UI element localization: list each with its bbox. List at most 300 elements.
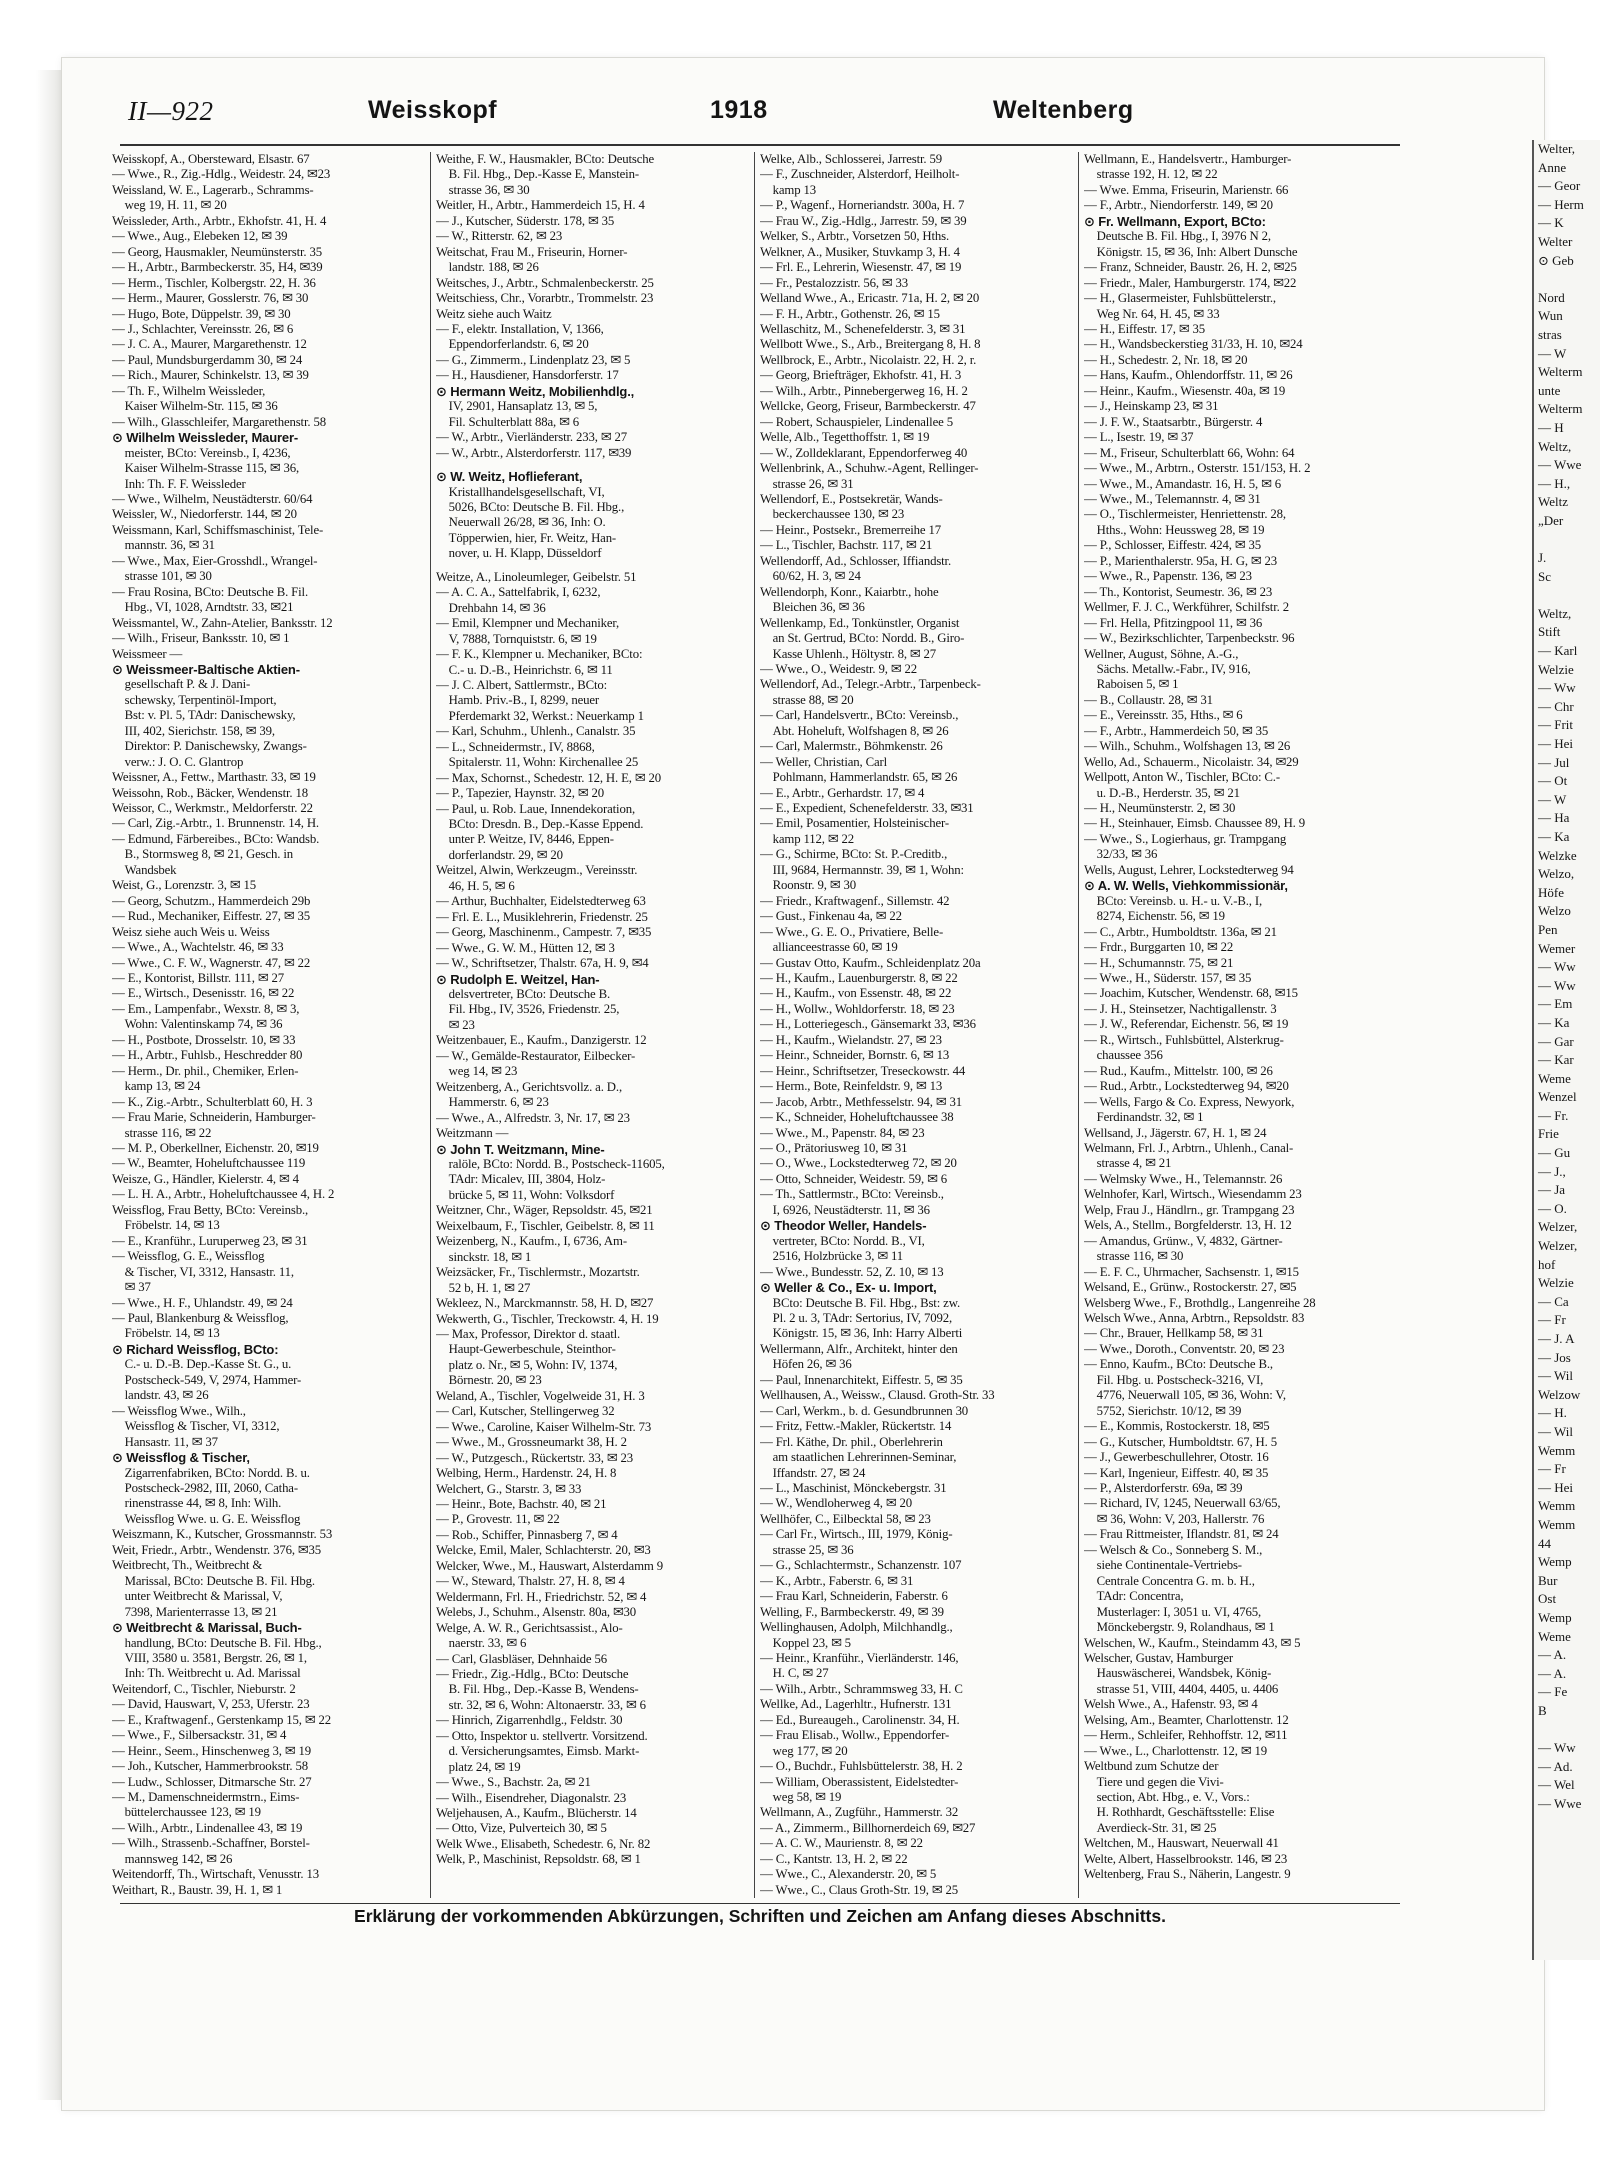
directory-entry-line: — Otto, Schneider, Weidestr. 59, ✉ 6 — [760, 1171, 947, 1186]
directory-entry-line: — A. C. W., Maurienstr. 8, ✉ 22 — [760, 1836, 923, 1851]
directory-columns — [112, 152, 1402, 1898]
adjacent-page-text: Stift — [1538, 624, 1561, 640]
adjacent-page-text: — J., — [1538, 1163, 1566, 1179]
directory-entry-line: — W., Putzgesch., Rückertstr. 33, ✉ 23 — [436, 1450, 633, 1465]
directory-entry-line: C.- u. D.-B., Heinrichstr. 6, ✉ 11 — [436, 662, 613, 677]
directory-entry-line: — Karl, Schuhm., Uhlenh., Canalstr. 35 — [436, 724, 636, 739]
directory-entry-line: Welschen, W., Kaufm., Steindamm 43, ✉ 5 — [1084, 1635, 1301, 1650]
directory-entry-line: Kaiser Wilhelm-Strasse 115, ✉ 36, — [112, 461, 300, 476]
directory-entry-line: Raboisen 5, ✉ 1 — [1084, 677, 1179, 692]
directory-entry-line: Börnestr. 20, ✉ 23 — [436, 1373, 542, 1388]
header-rule — [120, 144, 1400, 146]
adjacent-page-text: — Jul — [1538, 754, 1570, 770]
directory-entry-line: — P., Marienthalerstr. 95a, H. G, ✉ 23 — [1084, 553, 1278, 568]
adjacent-page-text: — Fr. — [1538, 1107, 1569, 1123]
directory-entry-line: — H., Kaufm., von Essenstr. 48, ✉ 22 — [760, 986, 952, 1001]
directory-entry-line: — C., Arbtr., Humboldtstr. 136a, ✉ 21 — [1084, 924, 1277, 939]
adjacent-page-text — [1534, 270, 1600, 289]
adjacent-page-text: Wun — [1538, 308, 1563, 324]
directory-entry-line: — Wwe., M., Papenstr. 84, ✉ 23 — [760, 1125, 925, 1140]
directory-entry-line: — L., Isestr. 19, ✉ 37 — [1084, 430, 1194, 445]
directory-entry-line: Fil. Schulterblatt 88a, ✉ 6 — [436, 414, 580, 429]
directory-entry-line: — G., Kutscher, Humboldtstr. 67, H. 5 — [1084, 1434, 1277, 1449]
directory-entry-line: platz 24, ✉ 19 — [436, 1759, 521, 1774]
directory-entry-line: — O., Prätoriusweg 10, ✉ 31 — [760, 1141, 908, 1155]
directory-entry-line: kamp 13 — [760, 182, 817, 197]
directory-entry-line: — Wilh., Arbtr., Schrammsweg 33, H. C — [760, 1681, 963, 1696]
directory-entry-line: — Joh., Kutscher, Hammerbrookstr. 58 — [112, 1759, 308, 1774]
directory-entry-line: — Heinr., Schriftsetzer, Treseckowstr. 44 — [760, 1063, 966, 1078]
directory-entry-line: — Ed., Bureaugeh., Carolinenstr. 34, H. — [760, 1712, 960, 1727]
directory-entry-line: — Frl. Käthe, Dr. phil., Oberlehrerin — [760, 1434, 943, 1449]
directory-entry-line: Weitler, H., Arbtr., Hammerdeich 15, H. 4 — [436, 198, 645, 213]
directory-entry-line: — Wwe., A., Alfredstr. 3, Nr. 17, ✉ 23 — [436, 1110, 630, 1125]
adjacent-page-text: — Fr — [1538, 1312, 1566, 1328]
directory-entry-line: an St. Gertrud, BCto: Nordd. B., Giro- — [760, 631, 965, 646]
adjacent-page-text: — Ad. — [1538, 1758, 1573, 1774]
directory-entry-line: Welsberg Wwe., F., Brothdlg., Langenreihe 28 — [1084, 1295, 1316, 1310]
directory-entry-line: Hbg., VI, 1028, Arndtstr. 33, ✉21 — [112, 600, 294, 615]
adjacent-page-text: — Ha — [1538, 810, 1570, 826]
directory-entry-line: — W., Steward, Thalstr. 27, H. 8, ✉ 4 — [436, 1574, 625, 1589]
directory-entry-line: str. 32, ✉ 6, Wohn: Altonaerstr. 33, ✉ 6 — [436, 1697, 646, 1712]
directory-entry-line: — Wilh., Strassenb.-Schaffner, Borstel- — [112, 1836, 310, 1851]
directory-entry-line: chaussee 356 — [1084, 1048, 1163, 1063]
directory-entry-line: — H., Neumünsterstr. 2, ✉ 30 — [1084, 801, 1236, 816]
directory-entry-line: — W., Wendloherweg 4, ✉ 20 — [760, 1496, 912, 1511]
directory-entry-line: — Otto, Vize, Pulverteich 30, ✉ 5 — [436, 1821, 607, 1836]
directory-entry-line: Welle, Alb., Tegetthoffstr. 1, ✉ 19 — [760, 430, 930, 445]
directory-entry-line: — Joachim, Kutscher, Wendenstr. 68, ✉15 — [1084, 986, 1298, 1001]
directory-entry-line: — E., Kraftwagenf., Gerstenkamp 15, ✉ 22 — [112, 1712, 332, 1727]
directory-entry-line: — Frau Karl, Schneiderin, Faberstr. 6 — [760, 1589, 948, 1604]
directory-entry-line: — E. F. C., Uhrmacher, Sachsenstr. 1, ✉15 — [1084, 1264, 1299, 1279]
directory-entry-line: — W., Schriftsetzer, Thalstr. 67a, H. 9, ✉4 — [436, 956, 649, 971]
directory-entry-line: — Wwe., Aug., Elebeken 12, ✉ 39 — [112, 229, 288, 244]
directory-entry-line: Weisz siehe auch Weis u. Weiss — [112, 924, 270, 939]
directory-entry-line: Weissner, A., Fettw., Marthastr. 33, ✉ 19 — [112, 770, 316, 785]
directory-entry-line: ⊙ Fr. Wellmann, Export, BCto: — [1084, 213, 1266, 229]
directory-entry-line: — Wwe., Wilhelm, Neustädterstr. 60/64 — [112, 491, 313, 506]
directory-entry-line: 46, H. 5, ✉ 6 — [436, 878, 515, 893]
directory-entry-line: Bst: v. Pl. 5, TAdr: Danischewsky, — [112, 708, 296, 723]
directory-entry-line: — Enno, Kaufm., BCto: Deutsche B., — [1084, 1357, 1273, 1372]
directory-entry-line: — Herm., Maurer, Gosslerstr. 76, ✉ 30 — [112, 291, 309, 306]
directory-entry-line: — Max, Professor, Direktor d. staatl. — [436, 1326, 621, 1341]
directory-entry-line: Kaiser Wilhelm-Str. 115, ✉ 36 — [112, 399, 278, 414]
directory-entry-line: Postscheck-2982, III, 2060, Catha- — [112, 1480, 298, 1495]
directory-entry-line: — Wwe., G. E. O., Privatiere, Belle- — [760, 924, 944, 939]
directory-entry-line: Hamb. Priv.-B., I, 8299, neuer — [436, 693, 599, 708]
directory-entry-line: Wels, A., Stellm., Borgfelderstr. 13, H. 12 — [1084, 1218, 1292, 1233]
directory-entry-line: — Fr., Pestalozzistr. 56, ✉ 33 — [760, 275, 909, 290]
directory-entry-line: 8274, Eichenstr. 56, ✉ 19 — [1084, 909, 1225, 924]
directory-entry-line: ✉ 36, Wohn: V, 203, Hallerstr. 76 — [1084, 1511, 1265, 1526]
adjacent-page-text: 44 — [1538, 1535, 1551, 1551]
directory-entry-line: strasse 88, ✉ 20 — [760, 692, 854, 707]
directory-entry-line: Welp, Frau J., Händlrn., gr. Trampgang 23 — [1084, 1202, 1295, 1217]
directory-entry-line: — A. C. A., Sattelfabrik, I, 6232, — [436, 585, 601, 600]
directory-entry-line: Weltenberg, Frau S., Näherin, Langestr. 9 — [1084, 1867, 1291, 1882]
adjacent-page-text: — J. A — [1538, 1331, 1575, 1346]
directory-entry-line: Welsand, E., Grünw., Rostockerstr. 27, ✉5 — [1084, 1280, 1297, 1295]
directory-entry-line: strasse 26, ✉ 31 — [760, 476, 854, 491]
directory-entry-line: Weissflog & Tischer, VI, 3312, — [112, 1419, 280, 1434]
directory-entry-line: Wellmer, F. J. C., Werkführer, Schilfstr. 2 — [1084, 600, 1289, 615]
directory-entry-line: am staatlichen Lehrerinnen-Seminar, — [760, 1450, 957, 1465]
directory-entry-line: — Weissflog Wwe., Wilh., — [112, 1403, 246, 1418]
adjacent-page-text: — Hei — [1538, 1479, 1574, 1495]
directory-entry-line: B. Fil. Hbg., Dep.-Kasse B, Wendens- — [436, 1682, 639, 1697]
directory-entry-line: — H., Schumannstr. 75, ✉ 21 — [1084, 955, 1234, 970]
directory-entry-line: — Weller, Christian, Carl — [760, 754, 888, 769]
directory-entry-line: — Wwe., M., Grossneumarkt 38, H. 2 — [436, 1435, 627, 1450]
directory-entry-line: ✉ 37 — [112, 1280, 151, 1295]
directory-entry-line: Direktor: P. Danischewsky, Zwangs- — [112, 739, 307, 754]
directory-entry-line: — Wilh., Arbtr., Pinnebergerweg 16, H. 2 — [760, 383, 968, 398]
directory-entry-line: Wellmann, A., Zugführ., Hammerstr. 32 — [760, 1805, 959, 1820]
directory-entry-line: Wellinghausen, Adolph, Milchhandlg., — [760, 1620, 953, 1635]
adjacent-page-text: Ost — [1538, 1591, 1557, 1607]
directory-entry-line: — J., Schlachter, Vereinsstr. 26, ✉ 6 — [112, 321, 294, 336]
directory-entry-line: Welbing, Herm., Hardenstr. 24, H. 8 — [436, 1466, 617, 1481]
directory-entry-line: landstr. 43, ✉ 26 — [112, 1388, 209, 1403]
directory-entry-line: — J., Gewerbeschullehrer, Otostr. 16 — [1084, 1450, 1269, 1465]
directory-entry-line: — J. W., Referendar, Eichenstr. 56, ✉ 19 — [1084, 1017, 1289, 1032]
directory-entry-line: Welling, F., Barmbeckerstr. 49, ✉ 39 — [760, 1604, 944, 1619]
directory-entry-line: — B., Collaustr. 28, ✉ 31 — [1084, 692, 1213, 707]
directory-entry-line: Welscher, Gustav, Hamburger — [1084, 1650, 1233, 1665]
directory-entry-line: — Emil, Posamentier, Holsteinischer- — [760, 816, 949, 831]
adjacent-page-text: — Kar — [1538, 1052, 1574, 1068]
directory-entry-line: — E., Kommis, Rostockerstr. 18, ✉5 — [1084, 1419, 1270, 1434]
directory-entry-line: — L., Maschinist, Mönckebergstr. 31 — [760, 1480, 947, 1495]
directory-entry-line: BCto: Deutsche B. Fil. Hbg., Bst: zw. — [760, 1295, 960, 1310]
directory-entry-line: Fil. Hbg., IV, 3526, Friedenstr. 25, — [436, 1002, 620, 1017]
adjacent-page-text: Welzo — [1538, 903, 1571, 919]
adjacent-page-text: Wemm — [1538, 1498, 1576, 1514]
adjacent-page-text: Welterm — [1538, 364, 1583, 380]
directory-entry-line: Wellhausen, A., Weissw., Clausd. Groth-Str. 33 — [760, 1388, 995, 1403]
directory-entry-line: Wellcke, Georg, Friseur, Barmbeckerstr. 47 — [760, 399, 976, 414]
directory-entry-line: — Welmsky Wwe., H., Telemannstr. 26 — [1084, 1171, 1283, 1186]
directory-entry-line: Weissmantel, W., Zahn-Atelier, Banksstr. 12 — [112, 615, 333, 630]
adjacent-page-text: Wemp — [1538, 1554, 1572, 1570]
directory-entry-line: — Jacob, Arbtr., Methfesselstr. 94, ✉ 31 — [760, 1094, 962, 1109]
directory-entry-line: Wandsbek — [112, 862, 177, 877]
adjacent-page-text: — H. — [1538, 1405, 1567, 1421]
directory-entry-line: Bleichen 36, ✉ 36 — [760, 600, 865, 615]
directory-entry-line: Weitzner, Chr., Wäger, Repsoldstr. 45, ✉21 — [436, 1203, 653, 1218]
directory-entry-line: — Carl, Werkm., b. d. Gesundbrunnen 30 — [760, 1403, 969, 1418]
header-last-word: Weltenberg — [993, 96, 1134, 124]
directory-entry-line: — A., Zimmerm., Billhornerdeich 69, ✉27 — [760, 1820, 976, 1835]
directory-entry-line: Wellbrock, E., Arbtr., Nicolaistr. 22, H. 2, r. — [760, 352, 977, 367]
directory-entry-line: Wekwerth, G., Tischler, Treckowstr. 4, H. 19 — [436, 1311, 659, 1326]
adjacent-page-text: — Wwe — [1538, 1795, 1582, 1811]
adjacent-page-text: Bur — [1538, 1572, 1558, 1588]
adjacent-page-text — [1534, 586, 1600, 605]
adjacent-page-text: — Fr — [1538, 1461, 1566, 1477]
directory-entry-line: 52 b, H. 1, ✉ 27 — [436, 1280, 531, 1295]
directory-entry-line: — Franz, Schneider, Baustr. 26, H. 2, ✉25 — [1084, 260, 1297, 275]
directory-entry-line: — Wwe., R., Zig.-Hdlg., Weidestr. 24, ✉23 — [112, 167, 331, 182]
directory-entry-line: ⊙ Theodor Weller, Handels- — [760, 1218, 927, 1234]
directory-entry-line: — E., Vereinsstr. 35, Hths., ✉ 6 — [1084, 708, 1243, 723]
directory-entry-line: — Herm., Tischler, Kolbergstr. 22, H. 36 — [112, 275, 316, 290]
adjacent-page-text: — Ww — [1538, 680, 1576, 696]
directory-entry-line: — Heinr., Bote, Bachstr. 40, ✉ 21 — [436, 1496, 607, 1511]
directory-entry-line: Wellmann, E., Handelsvertr., Hamburger- — [1084, 152, 1292, 166]
directory-entry-line: — Gust., Finkenau 4a, ✉ 22 — [760, 909, 902, 924]
directory-entry-line: — Frl. E., Lehrerin, Wiesenstr. 47, ✉ 19 — [760, 260, 962, 275]
directory-entry-line: — Frl. Hella, Pfitzingpool 11, ✉ 36 — [1084, 615, 1263, 630]
directory-entry-line: — Friedr., Zig.-Hdlg., BCto: Deutsche — [436, 1666, 629, 1681]
directory-entry-line: C.- u. D.-B. Dep.-Kasse St. G., u. — [112, 1357, 292, 1372]
directory-entry-line: 5752, Sierichstr. 10/12, ✉ 39 — [1084, 1403, 1242, 1418]
directory-entry-line: — O., Tischlermeister, Henriettenstr. 28, — [1084, 507, 1286, 522]
directory-entry-line: Welcker, Wwe., M., Hauswart, Alsterdamm 9 — [436, 1558, 663, 1573]
adjacent-page-text: Welzow — [1538, 1386, 1581, 1402]
adjacent-page-text: ⊙ Geb — [1538, 252, 1574, 268]
directory-entry-line: IV, 2901, Hansaplatz 13, ✉ 5, — [436, 399, 598, 414]
directory-entry-line: Eppendorferlandstr. 6, ✉ 20 — [436, 337, 589, 352]
adjacent-page-text: — Frit — [1538, 717, 1574, 733]
adjacent-page-text: — Herm — [1538, 196, 1584, 212]
adjacent-page-text: „Der — [1538, 512, 1564, 528]
directory-entry-line: Fröbelstr. 14, ✉ 13 — [112, 1326, 220, 1341]
directory-entry-line: — J. C. Albert, Sattlermstr., BCto: — [436, 677, 608, 692]
directory-entry-line: Mönckebergstr. 9, Rolandhaus, ✉ 1 — [1084, 1620, 1275, 1635]
directory-entry-line: — Edmund, Färbereibes., BCto: Wandsb. — [112, 831, 320, 846]
directory-entry-line: — H., Arbtr., Barmbeckerstr. 35, H4, ✉39 — [112, 260, 323, 275]
directory-entry-line: Iffandstr. 27, ✉ 24 — [760, 1465, 866, 1480]
directory-entry-line — [436, 461, 748, 469]
scan-left-shadow — [36, 70, 62, 2100]
directory-entry-line: weg 177, ✉ 20 — [760, 1743, 848, 1758]
directory-entry-line: ⊙ W. Weitz, Hoflieferant, — [436, 469, 583, 485]
directory-entry-line: Weldermann, Frl. H., Friedrichstr. 52, ✉ 4 — [436, 1589, 647, 1604]
directory-entry-line: — Georg, Maschinenm., Campestr. 7, ✉35 — [436, 925, 652, 940]
directory-entry-line: — Wwe., M., Arbtrn., Osterstr. 151/153, H. 2 — [1084, 461, 1311, 476]
directory-entry-line: unter Weitbrecht & Marissal, V, — [112, 1589, 283, 1604]
directory-entry-line: — Weissflog, G. E., Weissflog — [112, 1249, 265, 1264]
directory-entry-line: Drehbahn 14, ✉ 36 — [436, 600, 546, 615]
directory-entry-line: gesellschaft P. & J. Dani- — [112, 677, 251, 692]
directory-entry-line: ⊙ Weitbrecht & Marissal, Buch- — [112, 1620, 302, 1636]
adjacent-page-text: — Ka — [1538, 1014, 1570, 1030]
adjacent-page-text: Weltz, — [1538, 605, 1572, 621]
directory-entry-line: Ferdinandstr. 32, ✉ 1 — [1084, 1110, 1204, 1125]
footer-rule — [120, 1903, 1400, 1904]
directory-entry-line: — H., Wollw., Wohldorferstr. 18, ✉ 23 — [760, 1001, 955, 1016]
directory-entry-line: — Ludw., Schlosser, Ditmarsche Str. 27 — [112, 1774, 312, 1789]
directory-entry-line: — Paul, u. Rob. Laue, Innendekoration, — [436, 801, 636, 816]
directory-entry-line: — F. K., Klempner u. Mechaniker, BCto: — [436, 647, 643, 662]
directory-entry-line: Centrale Concentra G. m. b. H., — [1084, 1573, 1255, 1588]
directory-entry-line: — O., Wwe., Lockstedterweg 72, ✉ 20 — [760, 1156, 957, 1171]
directory-entry-line: Neuerwall 26/28, ✉ 36, Inh: O. — [436, 515, 606, 530]
adjacent-page-text: — Ot — [1538, 773, 1568, 789]
adjacent-page-text: Wemer — [1538, 940, 1576, 956]
adjacent-page-text: — Gu — [1538, 1145, 1571, 1161]
directory-entry-line: Abt. Hoheluft, Wolfshagen 8, ✉ 26 — [760, 723, 949, 738]
adjacent-page-text: — Wil — [1538, 1423, 1573, 1439]
adjacent-page-text: Wemp — [1538, 1609, 1572, 1625]
directory-entry-line: — H., Glasermeister, Fuhlsbüttelerstr., — [1084, 291, 1276, 306]
adjacent-page-text: stras — [1538, 326, 1562, 342]
directory-entry-line: — Wwe., S., Logierhaus, gr. Trampgang — [1084, 831, 1287, 846]
directory-entry-line: III, 9684, Hermannstr. 39, ✉ 1, Wohn: — [760, 862, 964, 877]
directory-entry-line: 5026, BCto: Deutsche B. Fil. Hbg., — [436, 499, 625, 514]
directory-entry-line: Weitzel, Alwin, Werkzeugm., Vereinsstr. — [436, 863, 638, 878]
directory-entry-line: — K., Zig.-Arbtr., Schulterblatt 60, H. 3 — [112, 1094, 313, 1109]
directory-entry-line: — Frau Rittmeister, Iflandstr. 81, ✉ 24 — [1084, 1527, 1279, 1542]
column-divider — [1078, 152, 1079, 1898]
directory-entry-line: — Amandus, Grünw., V, 4832, Gärtner- — [1084, 1233, 1283, 1248]
directory-entry-line: weg 58, ✉ 19 — [760, 1790, 842, 1805]
directory-entry-line: Wellenkamp, Ed., Tonkünstler, Organist — [760, 615, 960, 630]
directory-entry-line: — E., Expedient, Schenefelderstr. 33, ✉31 — [760, 801, 974, 816]
directory-entry-line: Weissleder, Arth., Arbtr., Ekhofstr. 41, H. 4 — [112, 213, 327, 228]
directory-entry-line: — Wwe., L., Charlottenstr. 12, ✉ 19 — [1084, 1743, 1267, 1758]
directory-entry-line: V, 7888, Tornquiststr. 6, ✉ 19 — [436, 631, 597, 646]
adjacent-page-text: — Wil — [1538, 1368, 1573, 1384]
directory-entry-line: Welnhofer, Karl, Wirtsch., Wiesendamm 23 — [1084, 1187, 1302, 1202]
directory-entry-line: — Em., Lampenfabr., Wexstr. 8, ✉ 3, — [112, 1001, 300, 1016]
directory-entry-line: Averdieck-Str. 31, ✉ 25 — [1084, 1820, 1217, 1835]
directory-entry-line: Wellpott, Anton W., Tischler, BCto: C.- — [1084, 770, 1280, 785]
directory-entry-line: — Chr., Brauer, Hellkamp 58, ✉ 31 — [1084, 1326, 1264, 1341]
directory-entry-line: 4776, Neuerwall 105, ✉ 36, Wohn: V, — [1084, 1388, 1286, 1403]
adjacent-page-text: — Jos — [1538, 1349, 1571, 1365]
directory-entry-line: Welcke, Emil, Maler, Schlachterstr. 20, ✉3 — [436, 1543, 651, 1558]
directory-entry-line: Welmann, Frl. J., Arbtrn., Uhlenh., Canal- — [1084, 1141, 1294, 1155]
directory-entry-line: Weissflog, Frau Betty, BCto: Vereinsb., — [112, 1202, 309, 1217]
directory-entry-line: — E., Kranführ., Luruperweg 23, ✉ 31 — [112, 1233, 308, 1248]
directory-entry-line: B., Stormsweg 8, ✉ 21, Gesch. in — [112, 847, 294, 862]
directory-entry-line: BCto: Dresdn. B., Dep.-Kasse Eppend. — [436, 817, 644, 832]
directory-entry-line: Koppel 23, ✉ 5 — [760, 1635, 851, 1650]
directory-entry-line: Haupt-Gewerbeschule, Steinthor- — [436, 1342, 616, 1357]
directory-entry-line: Welk Wwe., Elisabeth, Schedestr. 6, Nr. 82 — [436, 1836, 651, 1851]
directory-entry-line: — W., Arbtr., Alsterdorferstr. 117, ✉39 — [436, 445, 632, 460]
directory-entry-line: ⊙ John T. Weitzmann, Mine- — [436, 1141, 605, 1157]
directory-entry-line: — Wilh., Eisendreher, Diagonalstr. 23 — [436, 1790, 627, 1805]
directory-entry-line: — M., Friseur, Schulterblatt 66, Wohn: 64 — [1084, 445, 1295, 460]
directory-entry-line: Weist, G., Lorenzstr. 3, ✉ 15 — [112, 878, 256, 893]
directory-entry-line: Weitzenbauer, E., Kaufm., Danzigerstr. 12 — [436, 1033, 647, 1048]
directory-entry-line: strasse 25, ✉ 36 — [760, 1542, 854, 1557]
directory-entry-line: Hths., Wohn: Heussweg 28, ✉ 19 — [1084, 522, 1265, 537]
directory-entry-line: — H., Steinhauer, Eimsb. Chaussee 89, H. 9 — [1084, 816, 1306, 831]
directory-entry-line: Weltbund zum Schutze der — [1084, 1759, 1219, 1774]
column-2 — [436, 152, 748, 1898]
directory-entry-line: Welge, A. W. R., Gerichtsassist., Alo- — [436, 1620, 623, 1635]
directory-entry-line: Inh: Th. Weitbrecht u. Ad. Marissal — [112, 1666, 301, 1681]
directory-entry-line: — H., Hausdiener, Hansdorferstr. 17 — [436, 368, 619, 383]
column-4 — [1084, 152, 1396, 1898]
directory-entry-line: d. Versicherungsamtes, Eimsb. Markt- — [436, 1744, 640, 1759]
directory-entry-line: nover, u. H. Klapp, Düsseldorf — [436, 546, 602, 561]
directory-entry-line: — K., Schneider, Hoheluftchaussee 38 — [760, 1110, 954, 1125]
directory-entry-line: Weitzmann — — [436, 1126, 509, 1141]
directory-entry-line: — F., Arbtr., Hammerdeich 50, ✉ 35 — [1084, 723, 1269, 738]
directory-entry-line: — Wwe., H. F., Uhlandstr. 49, ✉ 24 — [112, 1295, 293, 1310]
directory-entry-line: ✉ 23 — [436, 1017, 475, 1032]
adjacent-page-text: — H — [1538, 419, 1564, 435]
directory-entry-line: — F., Arbtr., Niendorferstr. 149, ✉ 20 — [1084, 198, 1273, 213]
directory-entry-line: — Hinrich, Zigarrenhdlg., Feldstr. 30 — [436, 1713, 623, 1728]
directory-entry-line: — C., Kantstr. 13, H. 2, ✉ 22 — [760, 1851, 908, 1866]
directory-entry-line: — Wilh., Friseur, Banksstr. 10, ✉ 1 — [112, 631, 290, 646]
adjacent-page-text: Höfe — [1538, 884, 1564, 900]
adjacent-page-text: J. — [1538, 550, 1547, 566]
directory-entry-line: — Wilh., Schuhm., Wolfshagen 13, ✉ 26 — [1084, 739, 1291, 754]
directory-entry-line: Wellermann, Alfr., Architekt, hinter den — [760, 1341, 958, 1356]
directory-entry-line: Königstr. 15, ✉ 36, Inh: Harry Alberti — [760, 1326, 963, 1341]
directory-entry-line: Wellendorf, E., Postsekretär, Wands- — [760, 491, 943, 506]
directory-entry-line: Weissohn, Rob., Bäcker, Wendenstr. 18 — [112, 785, 309, 800]
directory-entry-line: vertreter, BCto: Nordd. B., VI, — [760, 1233, 925, 1248]
directory-entry-line: Weisskopf, A., Obersteward, Elsastr. 67 — [112, 152, 310, 166]
adjacent-page-text: hof — [1538, 1256, 1556, 1272]
adjacent-page-text: Welterm — [1538, 401, 1583, 417]
adjacent-page-text: — Wel — [1538, 1777, 1575, 1793]
adjacent-page-text: Welzke — [1538, 847, 1577, 863]
adjacent-page-text: B — [1538, 1702, 1547, 1718]
directory-entry-line: Weissflog Wwe. u. G. E. Weissflog — [112, 1511, 301, 1526]
directory-entry-line: 60/62, H. 3, ✉ 24 — [760, 569, 861, 584]
adjacent-page-text: Wemm — [1538, 1442, 1576, 1458]
directory-entry-line: mannsweg 142, ✉ 26 — [112, 1851, 233, 1866]
directory-entry-line: Wellsand, J., Jägerstr. 67, H. 1, ✉ 24 — [1084, 1125, 1267, 1140]
directory-entry-line: Spitalerstr. 11, Wohn: Kirchenallee 25 — [436, 755, 639, 770]
directory-entry-line: — L., Tischler, Bachstr. 117, ✉ 21 — [760, 538, 933, 553]
directory-entry-line: Weissmann, Karl, Schiffsmaschinist, Tele- — [112, 522, 324, 537]
directory-entry-line: strasse 101, ✉ 30 — [112, 569, 212, 584]
adjacent-page-text: Welter — [1538, 233, 1573, 249]
directory-entry-line: — Wilh., Arbtr., Lindenallee 43, ✉ 19 — [112, 1820, 303, 1835]
directory-entry-line: — H., Wandsbeckerstieg 31/33, H. 10, ✉24 — [1084, 337, 1303, 352]
directory-entry-line: Musterlager: I, 3051 u. VI, 4765, — [1084, 1604, 1261, 1619]
directory-entry-line: — Wwe., Bundesstr. 52, Z. 10, ✉ 13 — [760, 1264, 944, 1279]
directory-entry-line: Wellhöfer, C., Eilbecktal 58, ✉ 23 — [760, 1511, 931, 1526]
directory-entry-line: Höfen 26, ✉ 36 — [760, 1357, 852, 1372]
directory-entry-line: — Carl, Glasbläser, Dehnhaide 56 — [436, 1651, 607, 1666]
directory-entry-line: Welkner, A., Musiker, Stuvkamp 3, H. 4 — [760, 244, 960, 259]
directory-entry-line: — Th. F., Wilhelm Weissleder, — [112, 383, 266, 398]
adjacent-page-text: Weltz — [1538, 494, 1568, 510]
adjacent-page-text: — Ww — [1538, 1740, 1576, 1756]
directory-entry-line: — Wwe., M., Telemannstr. 4, ✉ 31 — [1084, 491, 1261, 506]
adjacent-page-text: — W — [1538, 791, 1567, 807]
directory-entry-line: — Rich., Maurer, Schinkelstr. 13, ✉ 39 — [112, 368, 309, 383]
directory-entry-line: weg 19, H. 11, ✉ 20 — [112, 198, 227, 213]
footer-note: Erklärung der vorkommenden Abkürzungen, Schriften und Zeichen am Anfang dieses Abschnitts. — [354, 1906, 1166, 1926]
directory-entry-line: — Th., Kontorist, Seumestr. 36, ✉ 23 — [1084, 584, 1273, 599]
directory-entry-line: Weixelbaum, F., Tischler, Geibelstr. 8, ✉ 11 — [436, 1218, 655, 1233]
directory-entry-line: Weland, A., Tischler, Vogelweide 31, H. 3 — [436, 1388, 645, 1403]
directory-entry-line: brücke 5, ✉ 11, Wohn: Volksdorf — [436, 1187, 615, 1202]
directory-entry-line: rinenstrasse 44, ✉ 8, Inh: Wilh. — [112, 1496, 282, 1511]
directory-entry-line: Welker, S., Arbtr., Vorsetzen 50, Hths. — [760, 229, 950, 244]
directory-entry-line: Sächs. Metallw.-Fabr., IV, 916, — [1084, 661, 1251, 676]
column-3 — [760, 152, 1072, 1898]
directory-entry-line: sinckstr. 18, ✉ 1 — [436, 1249, 532, 1264]
directory-entry-line: — Arthur, Buchhalter, Eidelstedterweg 63 — [436, 894, 646, 909]
directory-entry-line: — P., Wagenf., Horneriandstr. 300a, H. 7 — [760, 198, 965, 213]
